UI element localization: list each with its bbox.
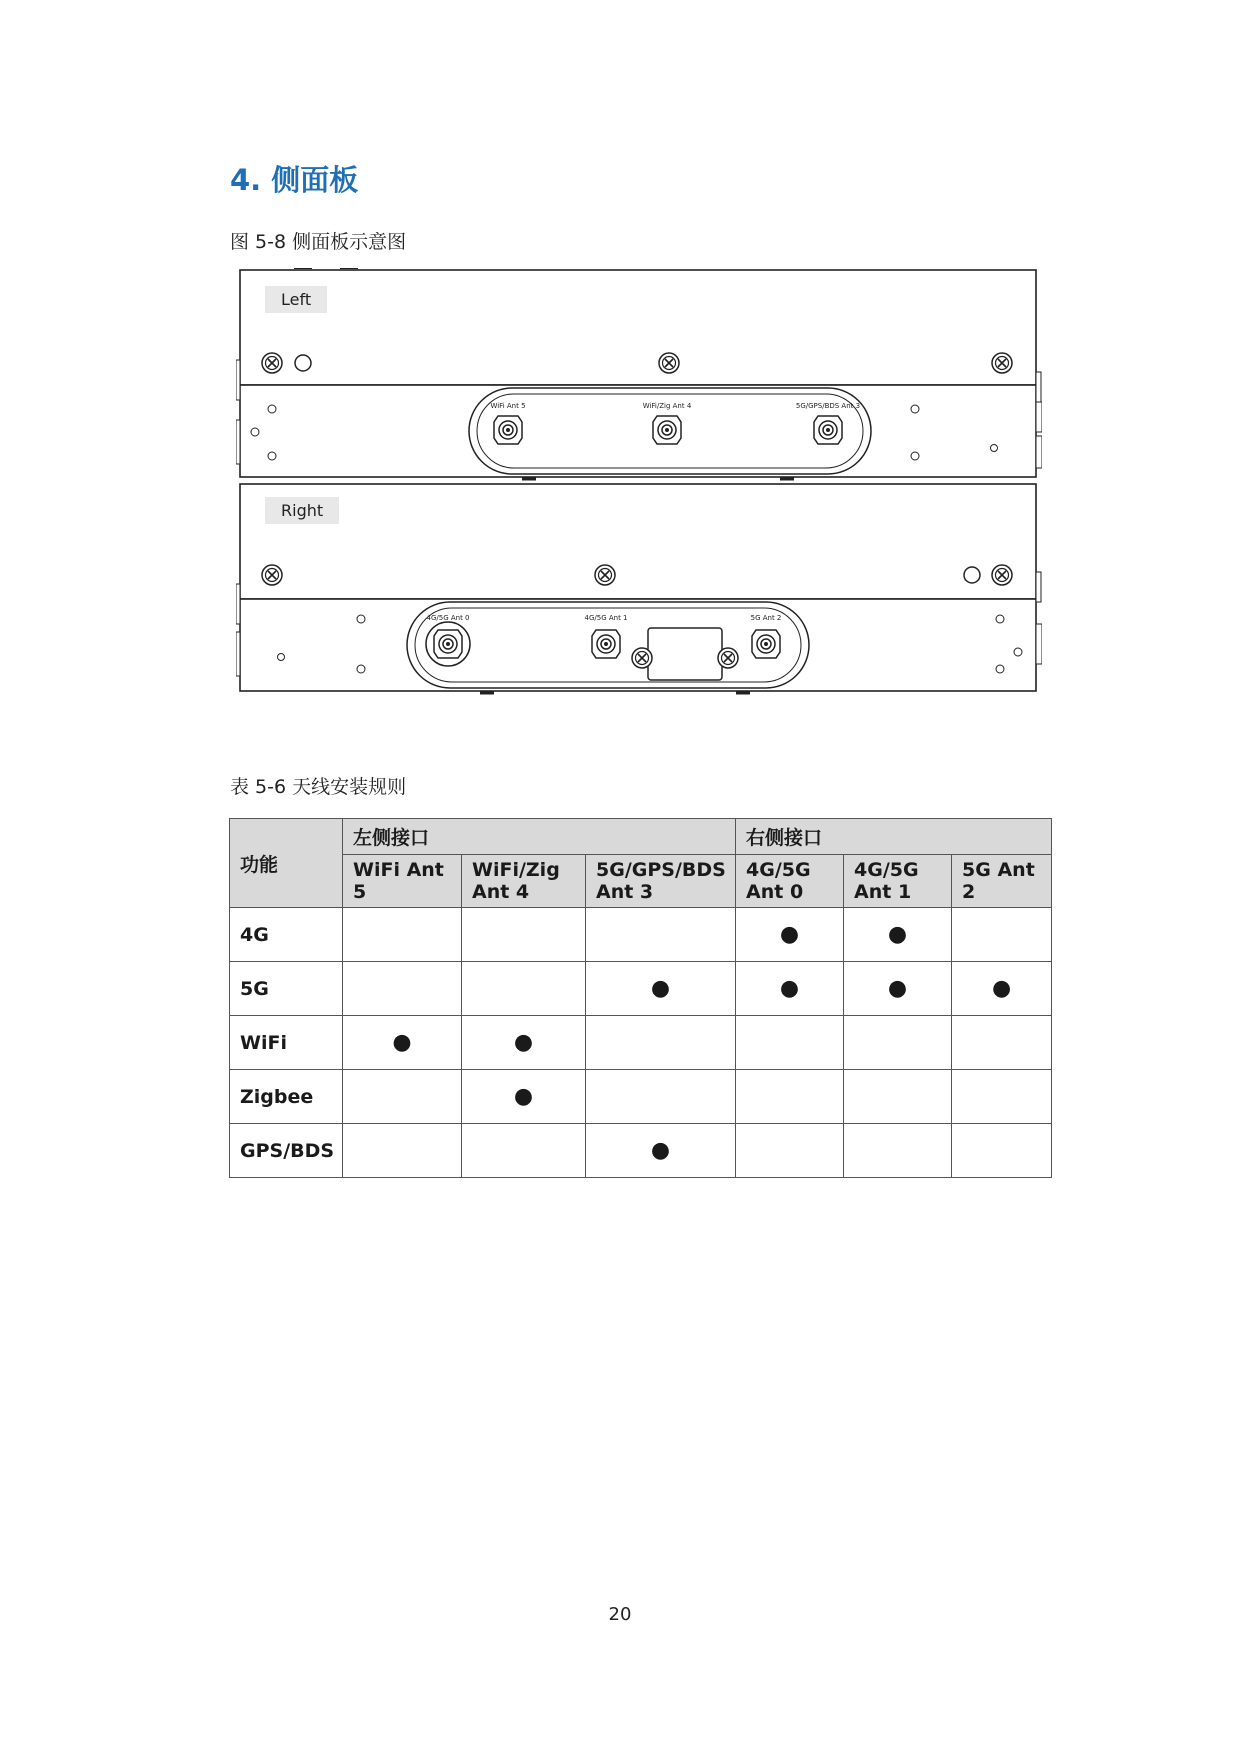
empty-cell: [736, 1070, 844, 1124]
right-group-header: 右侧接口: [736, 819, 1052, 855]
page-number: 20: [608, 1604, 632, 1625]
support-mark-cell: ●: [586, 962, 736, 1016]
table-row: [230, 908, 1052, 962]
support-mark-cell: ●: [844, 908, 952, 962]
empty-cell: [462, 962, 586, 1016]
support-mark-cell: ●: [736, 962, 844, 1016]
table-row: [230, 962, 1052, 1016]
empty-cell: [844, 1016, 952, 1070]
empty-cell: [736, 1016, 844, 1070]
support-mark-cell: ●: [952, 962, 1052, 1016]
column-header: 5G/GPS/BDS Ant 3: [586, 855, 736, 908]
antenna-rules-table: [229, 818, 1052, 1178]
left-port-label-0: WiFi Ant 5: [490, 402, 526, 410]
column-header: 4G/5G Ant 0: [736, 855, 844, 908]
empty-cell: [343, 1124, 462, 1178]
table-row: [230, 1070, 1052, 1124]
empty-cell: [462, 908, 586, 962]
empty-cell: [343, 1070, 462, 1124]
figure-caption: 图 5-8 侧面板示意图: [230, 231, 407, 253]
support-mark-cell: ●: [736, 908, 844, 962]
empty-cell: [952, 1016, 1052, 1070]
right-port-label-0: 4G/5G Ant 0: [426, 614, 470, 622]
column-header: WiFi/Zig Ant 4: [462, 855, 586, 908]
row-header: WiFi: [230, 1016, 343, 1070]
column-header: 4G/5G Ant 1: [844, 855, 952, 908]
empty-cell: [343, 962, 462, 1016]
corner-header: 功能: [230, 819, 343, 908]
left-group-header: 左侧接口: [343, 819, 736, 855]
support-mark-cell: ●: [343, 1016, 462, 1070]
column-header: WiFi Ant 5: [343, 855, 462, 908]
empty-cell: [952, 908, 1052, 962]
row-header: GPS/BDS: [230, 1124, 343, 1178]
column-header: 5G Ant 2: [952, 855, 1052, 908]
empty-cell: [586, 908, 736, 962]
empty-cell: [736, 1124, 844, 1178]
side-panel-diagram: [236, 268, 1042, 698]
row-header: 4G: [230, 908, 343, 962]
empty-cell: [844, 1124, 952, 1178]
table-caption: 表 5-6 天线安装规则: [230, 776, 407, 798]
empty-cell: [343, 908, 462, 962]
right-port-label-2: 5G Ant 2: [750, 614, 782, 622]
left-port-label-2: 5G/GPS/BDS Ant 3: [795, 402, 861, 410]
empty-cell: [952, 1124, 1052, 1178]
table-row: [230, 1016, 1052, 1070]
table-body: [230, 908, 1052, 1178]
empty-cell: [586, 1070, 736, 1124]
left-port-label-1: WiFi/Zig Ant 4: [642, 402, 692, 410]
support-mark-cell: ●: [586, 1124, 736, 1178]
support-mark-cell: ●: [462, 1070, 586, 1124]
support-mark-cell: ●: [462, 1016, 586, 1070]
right-port-label-1: 4G/5G Ant 1: [584, 614, 628, 622]
right-panel-label: Right: [265, 497, 339, 524]
left-panel-label: Left: [265, 286, 327, 313]
support-mark-cell: ●: [844, 962, 952, 1016]
right-panel: [236, 484, 1042, 693]
empty-cell: [586, 1016, 736, 1070]
left-panel: [236, 268, 1042, 479]
empty-cell: [844, 1070, 952, 1124]
table-row: [230, 1124, 1052, 1178]
empty-cell: [952, 1070, 1052, 1124]
row-header: Zigbee: [230, 1070, 343, 1124]
row-header: 5G: [230, 962, 343, 1016]
empty-cell: [462, 1124, 586, 1178]
section-heading: 4. 侧面板: [230, 163, 359, 197]
